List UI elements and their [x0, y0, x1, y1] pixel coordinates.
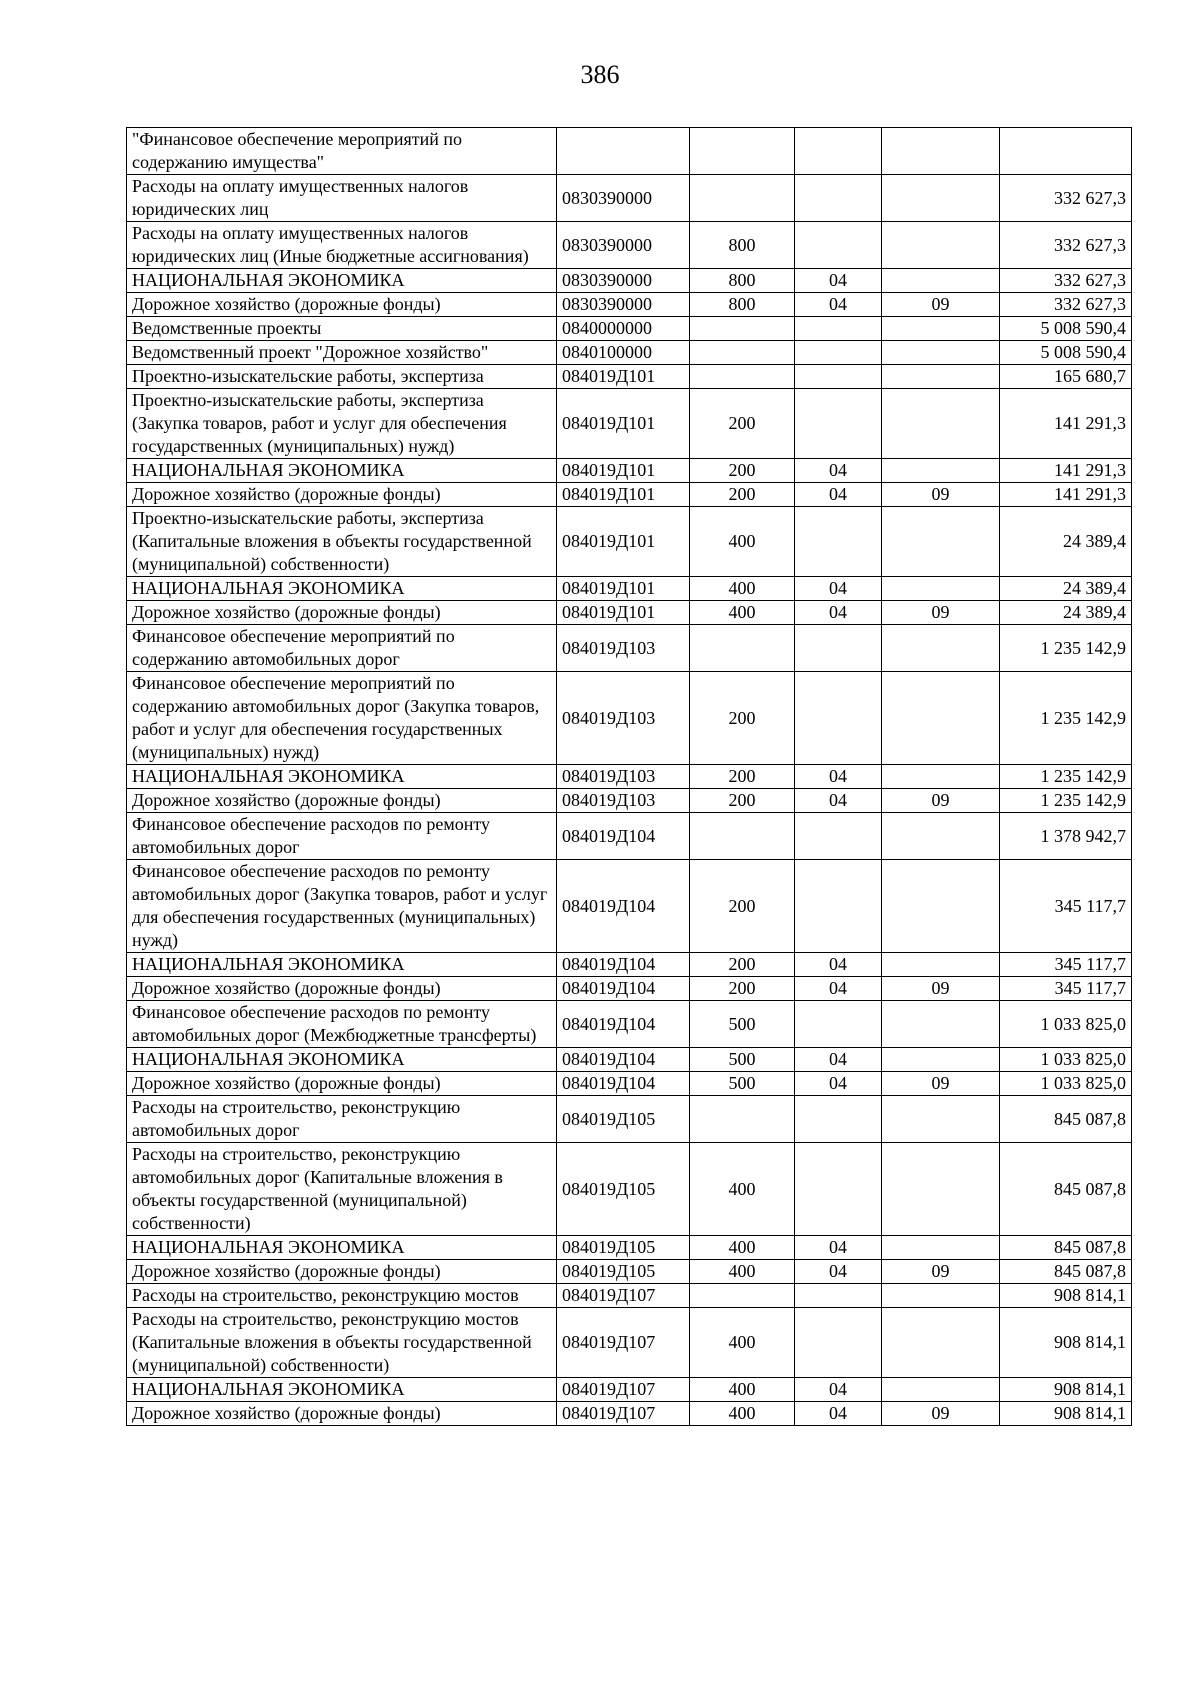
table-row: [127, 860, 1132, 953]
cell-target-code: 084019Д103: [557, 765, 690, 789]
cell-amount: 1 033 825,0: [1000, 1072, 1132, 1096]
cell-target-code: 084019Д101: [557, 459, 690, 483]
cell-name: Дорожное хозяйство (дорожные фонды): [127, 601, 557, 625]
cell-target-code: 084019Д107: [557, 1308, 690, 1378]
cell-target-code: 084019Д105: [557, 1260, 690, 1284]
cell-expense-type: 200: [690, 860, 795, 953]
cell-expense-type: 800: [690, 222, 795, 269]
cell-expense-type: [690, 341, 795, 365]
cell-section: 04: [795, 601, 882, 625]
cell-target-code: 084019Д101: [557, 365, 690, 389]
table-row: [127, 222, 1132, 269]
table-row: [127, 1402, 1132, 1426]
cell-subsection: [882, 1308, 1000, 1378]
cell-subsection: [882, 1096, 1000, 1143]
cell-name: Проектно-изыскательские работы, экспертиза (Капитальные вложения в объекты государственной (муниципальной) собственности): [127, 507, 557, 577]
cell-name: Финансовое обеспечение расходов по ремонту автомобильных дорог: [127, 813, 557, 860]
table-row: [127, 625, 1132, 672]
budget-table: [126, 127, 1132, 1426]
cell-subsection: [882, 1048, 1000, 1072]
cell-section: 04: [795, 765, 882, 789]
cell-expense-type: [690, 1284, 795, 1308]
cell-name: Финансовое обеспечение расходов по ремонту автомобильных дорог (Закупка товаров, работ и услуг для обеспечения государственных (муниципальных) нужд): [127, 860, 557, 953]
cell-subsection: [882, 672, 1000, 765]
cell-target-code: 0840100000: [557, 341, 690, 365]
cell-section: [795, 222, 882, 269]
table-row: [127, 789, 1132, 813]
cell-name: Дорожное хозяйство (дорожные фонды): [127, 1072, 557, 1096]
cell-subsection: 09: [882, 601, 1000, 625]
cell-amount: 24 389,4: [1000, 601, 1132, 625]
cell-amount: 1 235 142,9: [1000, 765, 1132, 789]
cell-section: [795, 625, 882, 672]
cell-subsection: [882, 175, 1000, 222]
cell-subsection: [882, 269, 1000, 293]
cell-amount: 1 235 142,9: [1000, 625, 1132, 672]
cell-target-code: 084019Д105: [557, 1143, 690, 1236]
table-row: [127, 459, 1132, 483]
cell-amount: 908 814,1: [1000, 1402, 1132, 1426]
cell-target-code: 084019Д101: [557, 483, 690, 507]
table-row: [127, 813, 1132, 860]
cell-amount: 332 627,3: [1000, 175, 1132, 222]
cell-name: Дорожное хозяйство (дорожные фонды): [127, 483, 557, 507]
cell-subsection: [882, 813, 1000, 860]
cell-target-code: 0830390000: [557, 293, 690, 317]
cell-section: [795, 128, 882, 175]
cell-amount: 332 627,3: [1000, 269, 1132, 293]
cell-section: [795, 507, 882, 577]
cell-subsection: [882, 1378, 1000, 1402]
cell-name: НАЦИОНАЛЬНАЯ ЭКОНОМИКА: [127, 765, 557, 789]
cell-target-code: 084019Д104: [557, 860, 690, 953]
table-row: [127, 953, 1132, 977]
cell-expense-type: 500: [690, 1072, 795, 1096]
cell-section: [795, 1308, 882, 1378]
cell-expense-type: 200: [690, 977, 795, 1001]
cell-name: Финансовое обеспечение мероприятий по содержанию автомобильных дорог (Закупка товаров, работ и услуг для обеспечения государственных (муниципальных) нужд): [127, 672, 557, 765]
cell-amount: 908 814,1: [1000, 1284, 1132, 1308]
cell-subsection: [882, 389, 1000, 459]
cell-amount: 332 627,3: [1000, 293, 1132, 317]
cell-amount: 5 008 590,4: [1000, 317, 1132, 341]
cell-subsection: [882, 1284, 1000, 1308]
table-row: [127, 269, 1132, 293]
cell-target-code: 084019Д107: [557, 1378, 690, 1402]
table-row: [127, 1260, 1132, 1284]
cell-section: [795, 341, 882, 365]
cell-subsection: [882, 459, 1000, 483]
cell-target-code: 084019Д104: [557, 1048, 690, 1072]
cell-target-code: 084019Д101: [557, 601, 690, 625]
cell-target-code: 084019Д103: [557, 672, 690, 765]
table-row: [127, 175, 1132, 222]
cell-subsection: 09: [882, 293, 1000, 317]
cell-section: 04: [795, 293, 882, 317]
table-row: [127, 1143, 1132, 1236]
table-row: [127, 601, 1132, 625]
cell-target-code: 084019Д105: [557, 1236, 690, 1260]
cell-expense-type: 400: [690, 1402, 795, 1426]
cell-subsection: [882, 953, 1000, 977]
cell-section: 04: [795, 1260, 882, 1284]
cell-section: 04: [795, 953, 882, 977]
cell-amount: 141 291,3: [1000, 459, 1132, 483]
cell-target-code: 084019Д104: [557, 813, 690, 860]
page-number: 386: [580, 60, 620, 89]
cell-section: 04: [795, 789, 882, 813]
cell-name: НАЦИОНАЛЬНАЯ ЭКОНОМИКА: [127, 953, 557, 977]
table-row: [127, 1284, 1132, 1308]
cell-amount: 345 117,7: [1000, 860, 1132, 953]
cell-section: 04: [795, 1072, 882, 1096]
table-row: [127, 577, 1132, 601]
cell-subsection: 09: [882, 789, 1000, 813]
cell-target-code: 084019Д103: [557, 789, 690, 813]
cell-expense-type: 400: [690, 1378, 795, 1402]
cell-expense-type: 400: [690, 1308, 795, 1378]
cell-amount: 1 235 142,9: [1000, 672, 1132, 765]
cell-name: Дорожное хозяйство (дорожные фонды): [127, 1402, 557, 1426]
cell-name: Финансовое обеспечение мероприятий по содержанию автомобильных дорог: [127, 625, 557, 672]
table-row: [127, 1096, 1132, 1143]
cell-amount: 24 389,4: [1000, 507, 1132, 577]
cell-name: Расходы на оплату имущественных налогов юридических лиц: [127, 175, 557, 222]
cell-expense-type: 800: [690, 293, 795, 317]
cell-expense-type: 200: [690, 672, 795, 765]
cell-expense-type: 400: [690, 1236, 795, 1260]
cell-subsection: [882, 222, 1000, 269]
cell-expense-type: 200: [690, 389, 795, 459]
cell-subsection: [882, 365, 1000, 389]
cell-target-code: 084019Д101: [557, 389, 690, 459]
cell-target-code: 084019Д101: [557, 507, 690, 577]
cell-section: 04: [795, 1402, 882, 1426]
cell-expense-type: 400: [690, 577, 795, 601]
table-row: [127, 1001, 1132, 1048]
cell-name: Расходы на оплату имущественных налогов юридических лиц (Иные бюджетные ассигнования): [127, 222, 557, 269]
cell-name: НАЦИОНАЛЬНАЯ ЭКОНОМИКА: [127, 1236, 557, 1260]
cell-name: Проектно-изыскательские работы, экспертиза (Закупка товаров, работ и услуг для обеспечения государственных (муниципальных) нужд): [127, 389, 557, 459]
cell-section: [795, 672, 882, 765]
cell-section: 04: [795, 977, 882, 1001]
cell-subsection: 09: [882, 1072, 1000, 1096]
table-row: [127, 672, 1132, 765]
cell-expense-type: 200: [690, 953, 795, 977]
cell-subsection: [882, 128, 1000, 175]
cell-amount: 345 117,7: [1000, 977, 1132, 1001]
cell-expense-type: 500: [690, 1048, 795, 1072]
cell-subsection: [882, 1001, 1000, 1048]
table-row: [127, 1308, 1132, 1378]
cell-section: [795, 860, 882, 953]
cell-expense-type: 400: [690, 507, 795, 577]
cell-amount: 845 087,8: [1000, 1096, 1132, 1143]
cell-amount: 1 033 825,0: [1000, 1001, 1132, 1048]
cell-name: Расходы на строительство, реконструкцию автомобильных дорог (Капитальные вложения в объекты государственной (муниципальной) собственности): [127, 1143, 557, 1236]
table-row: [127, 483, 1132, 507]
cell-amount: 165 680,7: [1000, 365, 1132, 389]
table-row: [127, 389, 1132, 459]
cell-amount: 1 235 142,9: [1000, 789, 1132, 813]
cell-amount: 345 117,7: [1000, 953, 1132, 977]
table-row: [127, 507, 1132, 577]
cell-section: [795, 813, 882, 860]
table-row: [127, 1378, 1132, 1402]
cell-target-code: 084019Д103: [557, 625, 690, 672]
cell-expense-type: [690, 128, 795, 175]
table-row: [127, 317, 1132, 341]
cell-name: Расходы на строительство, реконструкцию мостов (Капитальные вложения в объекты государственной (муниципальной) собственности): [127, 1308, 557, 1378]
cell-amount: 141 291,3: [1000, 389, 1132, 459]
cell-name: Расходы на строительство, реконструкцию мостов: [127, 1284, 557, 1308]
cell-name: "Финансовое обеспечение мероприятий по содержанию имущества": [127, 128, 557, 175]
cell-name: Дорожное хозяйство (дорожные фонды): [127, 977, 557, 1001]
cell-amount: 5 008 590,4: [1000, 341, 1132, 365]
cell-expense-type: 400: [690, 601, 795, 625]
cell-expense-type: [690, 365, 795, 389]
cell-target-code: 0840000000: [557, 317, 690, 341]
cell-section: 04: [795, 1048, 882, 1072]
cell-section: [795, 1001, 882, 1048]
cell-name: НАЦИОНАЛЬНАЯ ЭКОНОМИКА: [127, 459, 557, 483]
cell-target-code: 084019Д107: [557, 1402, 690, 1426]
cell-amount: 332 627,3: [1000, 222, 1132, 269]
cell-target-code: 0830390000: [557, 175, 690, 222]
cell-amount: 24 389,4: [1000, 577, 1132, 601]
cell-target-code: [557, 128, 690, 175]
cell-amount: 845 087,8: [1000, 1260, 1132, 1284]
cell-subsection: [882, 860, 1000, 953]
table-row: [127, 977, 1132, 1001]
cell-expense-type: 200: [690, 765, 795, 789]
cell-section: [795, 1284, 882, 1308]
cell-expense-type: 200: [690, 483, 795, 507]
cell-expense-type: [690, 813, 795, 860]
cell-name: Дорожное хозяйство (дорожные фонды): [127, 1260, 557, 1284]
table-row: [127, 365, 1132, 389]
cell-subsection: [882, 1236, 1000, 1260]
cell-section: [795, 389, 882, 459]
cell-subsection: 09: [882, 1260, 1000, 1284]
cell-expense-type: [690, 317, 795, 341]
cell-subsection: [882, 765, 1000, 789]
cell-section: 04: [795, 483, 882, 507]
cell-subsection: [882, 577, 1000, 601]
cell-subsection: [882, 1143, 1000, 1236]
cell-name: НАЦИОНАЛЬНАЯ ЭКОНОМИКА: [127, 1378, 557, 1402]
table-row: [127, 1072, 1132, 1096]
table-row: [127, 765, 1132, 789]
cell-name: Дорожное хозяйство (дорожные фонды): [127, 789, 557, 813]
cell-expense-type: [690, 175, 795, 222]
cell-name: Расходы на строительство, реконструкцию автомобильных дорог: [127, 1096, 557, 1143]
cell-name: Проектно-изыскательские работы, экспертиза: [127, 365, 557, 389]
cell-section: 04: [795, 459, 882, 483]
cell-name: Финансовое обеспечение расходов по ремонту автомобильных дорог (Межбюджетные трансферты): [127, 1001, 557, 1048]
cell-expense-type: 200: [690, 789, 795, 813]
cell-section: [795, 365, 882, 389]
cell-section: 04: [795, 269, 882, 293]
cell-name: Ведомственный проект "Дорожное хозяйство": [127, 341, 557, 365]
cell-name: Ведомственные проекты: [127, 317, 557, 341]
cell-amount: [1000, 128, 1132, 175]
cell-target-code: 084019Д104: [557, 977, 690, 1001]
cell-expense-type: [690, 625, 795, 672]
cell-amount: 845 087,8: [1000, 1236, 1132, 1260]
cell-section: [795, 1096, 882, 1143]
cell-expense-type: [690, 1096, 795, 1143]
cell-expense-type: 800: [690, 269, 795, 293]
cell-section: [795, 175, 882, 222]
cell-amount: 1 378 942,7: [1000, 813, 1132, 860]
table-body: [127, 128, 1132, 1426]
cell-amount: 1 033 825,0: [1000, 1048, 1132, 1072]
table-row: [127, 128, 1132, 175]
cell-expense-type: 500: [690, 1001, 795, 1048]
cell-name: НАЦИОНАЛЬНАЯ ЭКОНОМИКА: [127, 577, 557, 601]
cell-amount: 845 087,8: [1000, 1143, 1132, 1236]
cell-section: 04: [795, 1236, 882, 1260]
cell-target-code: 084019Д107: [557, 1284, 690, 1308]
cell-amount: 141 291,3: [1000, 483, 1132, 507]
cell-subsection: [882, 507, 1000, 577]
cell-subsection: [882, 625, 1000, 672]
cell-subsection: [882, 317, 1000, 341]
cell-section: [795, 1143, 882, 1236]
cell-target-code: 084019Д105: [557, 1096, 690, 1143]
cell-subsection: [882, 341, 1000, 365]
cell-subsection: 09: [882, 1402, 1000, 1426]
cell-section: [795, 317, 882, 341]
table-row: [127, 341, 1132, 365]
cell-expense-type: 400: [690, 1260, 795, 1284]
cell-name: Дорожное хозяйство (дорожные фонды): [127, 293, 557, 317]
cell-target-code: 084019Д101: [557, 577, 690, 601]
table-row: [127, 1048, 1132, 1072]
cell-target-code: 0830390000: [557, 269, 690, 293]
cell-target-code: 084019Д104: [557, 953, 690, 977]
cell-target-code: 084019Д104: [557, 1001, 690, 1048]
cell-expense-type: 200: [690, 459, 795, 483]
cell-name: НАЦИОНАЛЬНАЯ ЭКОНОМИКА: [127, 1048, 557, 1072]
cell-amount: 908 814,1: [1000, 1308, 1132, 1378]
cell-name: НАЦИОНАЛЬНАЯ ЭКОНОМИКА: [127, 269, 557, 293]
cell-subsection: 09: [882, 483, 1000, 507]
cell-amount: 908 814,1: [1000, 1378, 1132, 1402]
cell-section: 04: [795, 1378, 882, 1402]
cell-expense-type: 400: [690, 1143, 795, 1236]
cell-section: 04: [795, 577, 882, 601]
table-row: [127, 1236, 1132, 1260]
cell-subsection: 09: [882, 977, 1000, 1001]
cell-target-code: 0830390000: [557, 222, 690, 269]
cell-target-code: 084019Д104: [557, 1072, 690, 1096]
table-row: [127, 293, 1132, 317]
